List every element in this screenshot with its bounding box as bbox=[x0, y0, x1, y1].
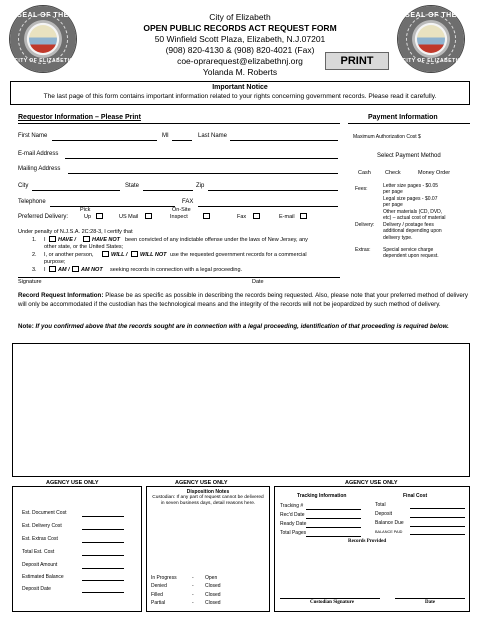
seal-top-text: SEAL OF THE bbox=[17, 12, 69, 19]
total-est-cost-label: Total Est. Cost bbox=[22, 549, 55, 555]
am-not-checkbox[interactable] bbox=[72, 266, 79, 272]
telephone-field[interactable] bbox=[50, 206, 175, 207]
est-document-cost-field[interactable] bbox=[82, 516, 124, 517]
status-right-list bbox=[205, 574, 221, 608]
delivery-fee-label: Delivery: bbox=[355, 222, 375, 228]
agency-tracking-box bbox=[274, 486, 470, 612]
final-deposit-label: Deposit bbox=[375, 511, 392, 517]
requestor-heading: Requestor Information – Please Print bbox=[18, 114, 141, 121]
city-label: City bbox=[18, 183, 29, 189]
cert-3-number: 3. bbox=[32, 267, 37, 273]
record-request-textarea[interactable] bbox=[12, 343, 470, 477]
city-field[interactable] bbox=[32, 190, 120, 191]
notice-title: Important Notice bbox=[212, 84, 268, 91]
cert-2-text-a: I, or another person, bbox=[44, 252, 94, 258]
records-provided-label: Records Provided bbox=[348, 539, 387, 544]
received-date-label: Rec'd Date bbox=[280, 512, 305, 518]
fax-option-label: Fax bbox=[237, 214, 247, 220]
status-closed-3: Closed bbox=[205, 600, 221, 607]
city-name: City of Elizabeth bbox=[209, 12, 271, 22]
final-cost-title: Final Cost bbox=[403, 493, 428, 499]
extras-text: Special service charge dependent upon request. bbox=[383, 247, 439, 260]
email-option-label: E-mail bbox=[279, 214, 295, 220]
am-label: AM / bbox=[58, 267, 70, 273]
estimated-balance-field[interactable] bbox=[82, 580, 124, 581]
delivery-fee-text: Delivery / postage fees additional depending upon delivery type. bbox=[383, 222, 442, 241]
onsite-label-top: On-Site bbox=[172, 207, 191, 213]
agency-col1-title: AGENCY USE ONLY bbox=[46, 480, 99, 486]
total-est-cost-field[interactable] bbox=[82, 555, 124, 556]
fax-checkbox[interactable] bbox=[253, 213, 260, 219]
onsite-checkbox[interactable] bbox=[203, 213, 210, 219]
us-mail-checkbox[interactable] bbox=[145, 213, 152, 219]
money-order-label: Money Order bbox=[418, 170, 451, 176]
balance-due-label: Balance Due bbox=[375, 520, 404, 526]
have-label: HAVE / bbox=[58, 237, 76, 243]
status-left-list bbox=[151, 574, 177, 608]
phone-fax: (908) 820-4130 & (908) 820-4021 (Fax) bbox=[165, 45, 315, 55]
am-not-label: AM NOT bbox=[81, 267, 103, 273]
disposition-text: Custodian: If any part of request cannot be delivered in seven business days, detail reasons here. bbox=[152, 495, 264, 506]
state-field[interactable] bbox=[143, 190, 193, 191]
max-auth-label: Maximum Authorization Cost $ bbox=[353, 134, 421, 140]
cert-2-number: 2. bbox=[32, 252, 37, 258]
clerk-name: Yolanda M. Roberts bbox=[202, 67, 278, 77]
cash-label: Cash bbox=[358, 170, 371, 176]
notice-text: The last page of this form contains important information related to your rights concerning government records. Please read it carefully. bbox=[43, 93, 437, 100]
ready-date-field[interactable] bbox=[306, 527, 361, 528]
onsite-label-bottom: Inspect bbox=[170, 214, 188, 220]
total-pages-field[interactable] bbox=[306, 536, 361, 537]
print-button[interactable]: PRINT bbox=[325, 52, 389, 70]
will-checkbox[interactable] bbox=[102, 251, 109, 257]
seal-top-text: SEAL OF THE bbox=[405, 12, 457, 19]
final-total-label: Total bbox=[375, 502, 386, 508]
cert-1-number: 1. bbox=[32, 237, 37, 243]
first-name-field[interactable] bbox=[52, 140, 157, 141]
seal-bottom-text: CITY OF ELIZABETH bbox=[14, 58, 72, 64]
status-in-progress: In Progress bbox=[151, 575, 177, 581]
deposit-amount-field[interactable] bbox=[82, 568, 124, 569]
est-extras-cost-label: Est. Extras Cost bbox=[22, 536, 58, 542]
agency-col2-title: AGENCY USE ONLY bbox=[175, 480, 228, 486]
status-dash-list: - - - - bbox=[192, 575, 194, 607]
have-not-label: HAVE NOT bbox=[92, 237, 121, 243]
payment-heading: Payment Information bbox=[368, 114, 438, 121]
cert-2-text-2: purpose; bbox=[44, 259, 66, 265]
will-not-label: WILL NOT bbox=[140, 252, 167, 258]
note-text: If you confirmed above that the records sought are in connection with a legal proceeding, identification of that proceeding is required below. bbox=[35, 323, 449, 330]
mailing-field[interactable] bbox=[68, 173, 338, 174]
record-request-label: Record Request Information: bbox=[18, 292, 104, 299]
have-checkbox[interactable] bbox=[49, 236, 56, 242]
deposit-date-field[interactable] bbox=[82, 592, 124, 593]
will-not-checkbox[interactable] bbox=[131, 251, 138, 257]
first-name-label: First Name bbox=[18, 133, 48, 139]
ready-date-label: Ready Date bbox=[280, 521, 307, 527]
tracking-title: Tracking Information bbox=[297, 493, 347, 499]
cert-3-text: seeking records in connection with a legal proceeding. bbox=[110, 267, 243, 273]
received-date-field[interactable] bbox=[306, 518, 361, 519]
important-notice bbox=[10, 81, 470, 105]
deposit-date-label: Deposit Date bbox=[22, 586, 51, 592]
record-request-info bbox=[18, 292, 468, 309]
last-name-label: Last Name bbox=[198, 133, 228, 139]
mi-label: MI bbox=[162, 133, 169, 139]
custodian-date-label: Date bbox=[425, 600, 435, 605]
balance-paid-field[interactable] bbox=[410, 534, 465, 535]
note-label: Note: bbox=[18, 323, 34, 330]
record-request-text: Please be as specific as possible in describing the records being requested. Also, please note that your preferred method of delivery will only be accommodated if the custodian has the technological means and the integrity of the records will not be jeopardized by such method of delivery. bbox=[18, 292, 468, 308]
pickup-label-top: Pick bbox=[80, 207, 91, 213]
cert-1-text: been convicted of any indictable offense under the laws of New Jersey, any bbox=[125, 237, 308, 243]
fax-label: FAX bbox=[182, 199, 194, 205]
email-field[interactable] bbox=[65, 158, 338, 159]
check-label: Check bbox=[385, 170, 401, 176]
fees-text: Letter size pages - $0.05 per page Legal size pages - $0.07 per page Other materials (CD, DVD, etc) – actual cost of material bbox=[383, 183, 446, 222]
preferred-delivery-label: Preferred Delivery: bbox=[18, 214, 69, 220]
status-denied: Denied bbox=[151, 583, 167, 590]
est-delivery-cost-field[interactable] bbox=[82, 529, 124, 530]
am-checkbox[interactable] bbox=[49, 266, 56, 272]
agency-col3-title: AGENCY USE ONLY bbox=[345, 480, 398, 486]
estimated-balance-label: Estimated Balance bbox=[22, 574, 64, 580]
deposit-amount-label: Deposit Amount bbox=[22, 562, 58, 568]
have-not-checkbox[interactable] bbox=[83, 236, 90, 242]
status-filled: Filled bbox=[151, 591, 163, 598]
pickup-label-bottom: Up bbox=[84, 214, 92, 220]
cert-2-text: use the requested government records for a commercial bbox=[170, 252, 307, 258]
mi-field[interactable] bbox=[172, 140, 192, 141]
email-address: coe-oprarequest@elizabethnj.org bbox=[177, 56, 303, 66]
date-label: Date bbox=[252, 279, 264, 285]
cert-3-i: I bbox=[44, 267, 46, 273]
tracking-number-label: Tracking # bbox=[280, 503, 304, 509]
penalty-text: Under penalty of N.J.S.A. 2C:28-3, I certify that bbox=[18, 229, 133, 235]
disposition-title: Disposition Notes bbox=[186, 489, 230, 495]
est-delivery-cost-label: Est. Delivery Cost bbox=[22, 523, 62, 529]
mailing-label: Mailing Address bbox=[18, 166, 61, 172]
custodian-signature-field[interactable] bbox=[280, 598, 380, 599]
est-document-cost-label: Est. Document Cost bbox=[22, 510, 67, 516]
balance-due-field[interactable] bbox=[410, 526, 465, 527]
final-deposit-field[interactable] bbox=[410, 517, 465, 518]
est-extras-cost-field[interactable] bbox=[82, 542, 124, 543]
zip-field[interactable] bbox=[208, 190, 338, 191]
signature-label: Signature bbox=[18, 279, 42, 285]
address: 50 Winfield Scott Plaza, Elizabeth, N.J.07201 bbox=[154, 34, 326, 44]
status-closed-1: Closed bbox=[205, 583, 221, 590]
state-label: State bbox=[125, 183, 140, 189]
status-open: Open bbox=[205, 575, 218, 581]
custodian-signature-label: Custodian Signature bbox=[310, 600, 354, 605]
seal-bottom-text: CITY OF ELIZABETH bbox=[402, 58, 460, 64]
fax-field[interactable] bbox=[198, 206, 338, 207]
final-total-field[interactable] bbox=[410, 508, 465, 509]
select-payment-label: Select Payment Method bbox=[377, 153, 441, 159]
tracking-number-field[interactable] bbox=[306, 509, 361, 510]
zip-label: Zip bbox=[196, 183, 205, 189]
email-label: E-mail Address bbox=[18, 151, 59, 157]
status-closed-2: Closed bbox=[205, 591, 221, 598]
form-title: OPEN PUBLIC RECORDS ACT REQUEST FORM bbox=[143, 23, 337, 33]
cert-1-text-2: other state, or the United States; bbox=[44, 244, 124, 250]
legal-note bbox=[18, 323, 468, 332]
balance-paid-label: BALANCE PAID bbox=[375, 530, 403, 534]
total-pages-label: Total Pages bbox=[280, 530, 307, 536]
telephone-label: Telephone bbox=[18, 199, 46, 205]
fees-label: Fees: bbox=[355, 186, 368, 192]
pickup-checkbox[interactable] bbox=[96, 213, 103, 219]
custodian-date-field[interactable] bbox=[395, 598, 465, 599]
email-checkbox[interactable] bbox=[300, 213, 307, 219]
last-name-field[interactable] bbox=[230, 140, 338, 141]
will-label: WILL / bbox=[111, 252, 128, 258]
extras-label: Extras: bbox=[355, 247, 371, 253]
cert-1-i: I bbox=[44, 237, 46, 243]
us-mail-label: US Mail bbox=[119, 214, 139, 220]
status-partial: Partial bbox=[151, 600, 166, 607]
